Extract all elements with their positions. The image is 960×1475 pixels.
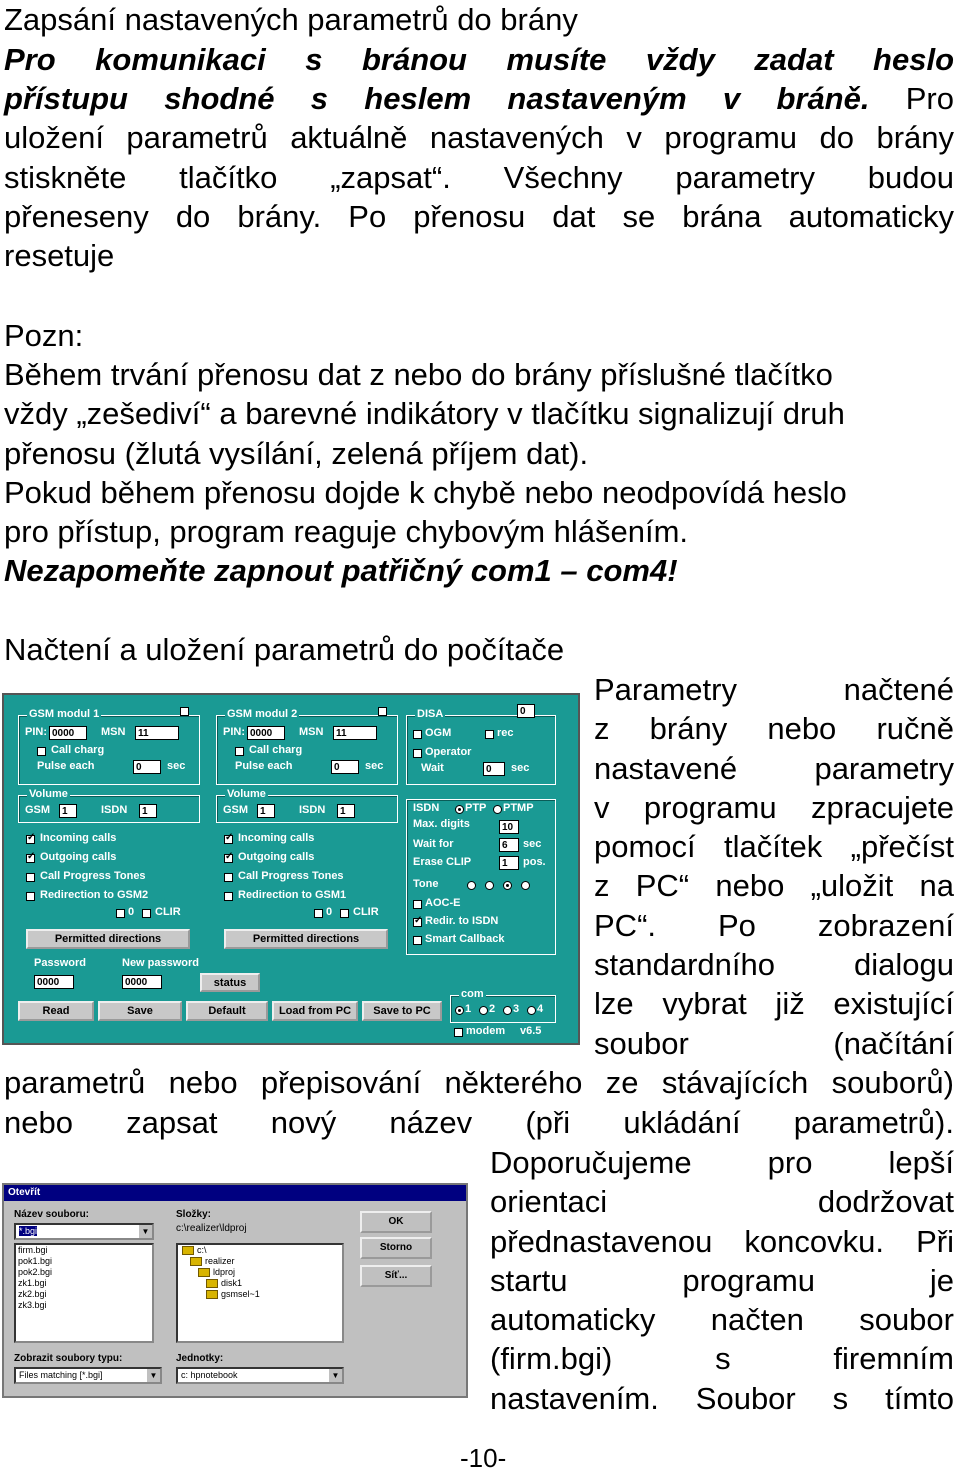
file-item[interactable]: pok1.bgi — [18, 1256, 53, 1266]
isdn-erase-unit: pos. — [523, 856, 546, 868]
para3-line: automaticky načten soubor — [490, 1302, 954, 1338]
isdn-tone-radio-1[interactable] — [467, 881, 476, 890]
gsm2-call-charg-label: Call charg — [249, 744, 303, 756]
isdn-label: ISDN — [413, 802, 440, 814]
gsm1-redirect-label: Redirection to GSM2 — [40, 889, 149, 901]
gsm2-sec-label: sec — [365, 760, 384, 772]
note-line2: vždy „zešediví“ a barevné indikátory v tlačítku signalizují druh — [4, 396, 845, 431]
heading-write-params: Zapsání nastavených parametrů do brány — [4, 2, 578, 37]
gsm2-redirect-label: Redirection to GSM1 — [238, 889, 347, 901]
disa-wait-label: Wait — [421, 762, 444, 774]
gsm1-volume-group — [18, 788, 200, 823]
gsm1-pulse-label: Pulse each — [37, 760, 95, 772]
file-type-select[interactable]: Files matching [*.bgi] ▼ — [14, 1367, 162, 1384]
disa-value-input[interactable]: 0 — [517, 704, 535, 718]
gsm1-incoming-label: Incoming calls — [40, 832, 117, 844]
section1-line2-rest: Pro — [869, 81, 954, 116]
section1-line5: přeneseny do brány. Po přenosu dat se brána automaticky — [4, 199, 954, 234]
gsm1-pin-label: PIN: — [25, 726, 47, 738]
gsm2-gsm-vol-label: GSM — [223, 804, 249, 816]
isdn-wait-input[interactable]: 6 — [499, 838, 519, 852]
section1-line4: stiskněte tlačítko „zapsat“. Všechny parametry budou — [4, 160, 954, 195]
gsm2-outgoing-checkbox[interactable] — [224, 854, 233, 863]
gsm2-clir-checkbox[interactable] — [340, 909, 349, 918]
gsm2-gsm-vol-input[interactable]: 1 — [257, 804, 275, 818]
gsm2-incoming-label: Incoming calls — [238, 832, 315, 844]
com1-radio[interactable] — [455, 1006, 464, 1015]
gsm2-group — [216, 708, 398, 785]
file-item[interactable]: zk3.bgi — [18, 1300, 47, 1310]
para2-line: pomocí tlačítek „přečíst — [594, 829, 954, 865]
section1-line6: resetuje — [4, 238, 115, 273]
isdn-tone-label: Tone — [413, 878, 439, 890]
isdn-redir-checkbox[interactable] — [413, 918, 422, 927]
open-file-dialog — [2, 1183, 468, 1398]
isdn-ptp-radio[interactable] — [455, 805, 464, 814]
gsm2-volume-group — [216, 788, 398, 823]
folder-label: ldproj — [213, 1267, 236, 1277]
isdn-smart-label: Smart Callback — [425, 933, 505, 945]
gsm1-group — [18, 708, 200, 785]
gsm2-progress-checkbox[interactable] — [224, 873, 233, 882]
ok-button[interactable]: OK — [360, 1211, 432, 1233]
gsm2-msn-label: MSN — [299, 726, 324, 738]
gsm1-pulse-input[interactable]: 0 — [133, 760, 161, 774]
gsm1-incoming-checkbox[interactable] — [26, 835, 35, 844]
note-line3: přenosu (žlutá vysílání, zelená příjem dat). — [4, 436, 589, 471]
gsm2-isdn-vol-label: ISDN — [299, 804, 326, 816]
page-number: -10- — [460, 1443, 507, 1473]
file-item[interactable]: pok2.bgi — [18, 1267, 53, 1277]
isdn-tone-radio-3[interactable] — [503, 881, 512, 890]
read-button[interactable]: Read — [18, 1001, 94, 1021]
folder-tree[interactable] — [176, 1243, 344, 1343]
com3-label: 3 — [513, 1003, 520, 1015]
gsm2-title: GSM modul 2 — [227, 708, 298, 720]
isdn-smart-checkbox[interactable] — [413, 936, 422, 945]
folder-item[interactable] — [178, 1256, 342, 1267]
note-line4: Pokud během přenosu dojde k chybě nebo neodpovídá heslo — [4, 475, 847, 510]
gateway-config-screenshot — [2, 693, 580, 1045]
isdn-aoc-checkbox[interactable] — [413, 900, 422, 909]
gsm1-clir-label: CLIR — [155, 906, 181, 918]
file-item[interactable]: zk2.bgi — [18, 1289, 47, 1299]
gsm1-call-charg-label: Call charg — [51, 744, 105, 756]
gsm1-outgoing-label: Outgoing calls — [40, 851, 117, 863]
gsm2-outgoing-label: Outgoing calls — [238, 851, 315, 863]
file-item[interactable]: zk1.bgi — [18, 1278, 47, 1288]
com-title: com — [461, 988, 484, 1000]
isdn-ptp-label: PTP — [465, 802, 487, 814]
filename-label: Název souboru: — [14, 1209, 90, 1220]
para2-line: v programu zpracujete — [594, 789, 954, 825]
gsm2-pulse-label: Pulse each — [235, 760, 293, 772]
disa-wait-input[interactable]: 0 — [483, 762, 505, 776]
gsm1-isdn-vol-label: ISDN — [101, 804, 128, 816]
com1-label: 1 — [465, 1003, 472, 1015]
isdn-wait-for-label: Wait for — [413, 838, 454, 850]
para2-line: z brány nebo ručně — [594, 711, 954, 747]
file-type-label: Zobrazit soubory typu: — [14, 1353, 123, 1364]
para3-line: (firm.bgi) s firemním — [490, 1341, 954, 1377]
save-button[interactable]: Save — [98, 1001, 182, 1021]
folder-label: gsmsel~1 — [221, 1289, 260, 1299]
folder-item[interactable] — [178, 1245, 342, 1256]
disa-ogm-checkbox[interactable] — [413, 730, 422, 739]
folder-path: c:\realizer\ldproj — [176, 1223, 247, 1234]
modem-checkbox[interactable] — [454, 1028, 463, 1037]
status-button[interactable]: status — [200, 973, 260, 992]
folder-label: c:\ — [197, 1245, 207, 1255]
gsm2-isdn-vol-input[interactable]: 1 — [337, 804, 355, 818]
com3-radio[interactable] — [503, 1006, 512, 1015]
isdn-ptmp-radio[interactable] — [493, 805, 502, 814]
para3-line: startu programu je — [490, 1262, 954, 1298]
gsm2-pin-input[interactable]: 0000 — [247, 726, 285, 740]
para3-line: Doporučujeme pro lepší — [490, 1145, 954, 1180]
disa-sec-label: sec — [511, 762, 530, 774]
gsm2-clir-n-checkbox[interactable] — [314, 909, 323, 918]
folders-label: Složky: — [176, 1209, 212, 1220]
gsm2-call-charg-checkbox[interactable] — [235, 747, 244, 756]
disa-ogm-label: OGM — [425, 727, 452, 739]
disa-group — [406, 706, 556, 785]
filename-value: *.bgi — [19, 1226, 38, 1236]
gsm2-pin-label: PIN: — [223, 726, 245, 738]
gsm1-clir-n-checkbox[interactable] — [116, 909, 125, 918]
note-line5: pro přístup, program reaguje chybovým hlášením. — [4, 514, 689, 549]
gsm2-progress-label: Call Progress Tones — [238, 870, 344, 882]
folder-icon — [182, 1246, 194, 1255]
para2-line: standardního dialogu — [594, 947, 954, 983]
dialog-titlebar: Otevřít — [4, 1185, 466, 1201]
note-line1: Během trvání přenosu dat z nebo do brány příslušné tlačítko — [4, 357, 833, 392]
gsm1-permitted-button[interactable]: Permitted directions — [26, 929, 190, 949]
new-password-input[interactable]: 0000 — [122, 975, 162, 989]
password-label: Password — [34, 957, 86, 969]
gsm1-call-charg-checkbox[interactable] — [37, 747, 46, 756]
para2-full2: nebo zapsat nový název (při ukládání parametrů). — [4, 1105, 954, 1140]
gsm1-msn-label: MSN — [101, 726, 126, 738]
para2-column — [594, 670, 954, 1063]
para2-line: Parametry načtené — [594, 672, 954, 707]
section1-line2 — [4, 79, 954, 118]
filename-input[interactable] — [14, 1223, 154, 1240]
isdn-ptmp-label: PTMP — [503, 802, 534, 814]
para2-line: lze vybrat již existující — [594, 986, 954, 1022]
cancel-button[interactable]: Storno — [360, 1237, 432, 1259]
gsm1-isdn-vol-input[interactable]: 1 — [139, 804, 157, 818]
disa-title: DISA — [417, 708, 444, 720]
drives-label: Jednotky: — [176, 1353, 224, 1364]
load-from-pc-button[interactable]: Load from PC — [272, 1001, 358, 1021]
para2-full1: parametrů nebo přepisování některého ze stávajících souborů) — [4, 1065, 954, 1100]
gsm1-pin-input[interactable]: 0000 — [49, 726, 87, 740]
para3-line: přednastavenou koncovku. Při — [490, 1223, 954, 1259]
isdn-max-digits-input[interactable]: 10 — [499, 820, 519, 834]
file-list[interactable] — [14, 1243, 154, 1343]
gsm2-pulse-input[interactable]: 0 — [331, 760, 359, 774]
isdn-tone-radio-4[interactable] — [521, 881, 530, 890]
isdn-redir-label: Redir. to ISDN — [425, 915, 499, 927]
gsm2-enable-checkbox[interactable] — [378, 707, 387, 716]
disa-operator-label: Operator — [425, 746, 472, 758]
gsm1-progress-label: Call Progress Tones — [40, 870, 146, 882]
para2-line: soubor (načítání — [594, 1025, 954, 1061]
gsm2-redirect-checkbox[interactable] — [224, 892, 233, 901]
folder-icon — [206, 1290, 218, 1299]
folder-icon — [190, 1257, 202, 1266]
gsm2-msn-input[interactable]: 11 — [333, 726, 377, 740]
com4-radio[interactable] — [527, 1006, 536, 1015]
com-group — [450, 988, 556, 1023]
default-button[interactable]: Default — [186, 1001, 268, 1021]
gsm1-title: GSM modul 1 — [29, 708, 100, 720]
gsm2-permitted-button[interactable]: Permitted directions — [224, 929, 388, 949]
com2-label: 2 — [489, 1003, 496, 1015]
gsm1-enable-checkbox[interactable] — [180, 707, 189, 716]
isdn-wait-unit: sec — [523, 838, 542, 850]
gsm1-progress-checkbox[interactable] — [26, 873, 35, 882]
para2-line: nastavené parametry — [594, 750, 954, 786]
modem-label: modem — [466, 1025, 506, 1037]
com2-radio[interactable] — [479, 1006, 488, 1015]
network-button[interactable]: Síť... — [360, 1265, 432, 1287]
folder-item[interactable] — [178, 1278, 342, 1289]
gsm2-volume-title: Volume — [227, 788, 266, 800]
file-item[interactable]: firm.bgi — [18, 1245, 48, 1255]
gsm2-clir-n-label: 0 — [326, 906, 333, 918]
disa-operator-checkbox[interactable] — [413, 749, 422, 758]
isdn-group — [406, 799, 556, 955]
gsm1-gsm-vol-input[interactable]: 1 — [59, 804, 77, 818]
section1-line1: Pro komunikaci s bránou musíte vždy zadat heslo — [4, 42, 954, 77]
section1-line2-bold: přístupu shodné s heslem nastaveným v bráně. — [4, 81, 870, 116]
version-label: v6.5 — [520, 1025, 542, 1037]
folder-label: disk1 — [221, 1278, 243, 1288]
isdn-erase-input[interactable]: 1 — [499, 856, 519, 870]
gsm1-volume-title: Volume — [29, 788, 68, 800]
note-label: Pozn: — [4, 318, 84, 353]
gsm1-sec-label: sec — [167, 760, 186, 772]
gsm1-clir-checkbox[interactable] — [142, 909, 151, 918]
gsm1-msn-input[interactable]: 11 — [135, 726, 179, 740]
folder-item[interactable] — [178, 1267, 342, 1278]
note-line6: Nezapomeňte zapnout patřičný com1 – com4! — [4, 553, 678, 588]
folder-icon — [198, 1268, 210, 1277]
gsm1-clir-n-label: 0 — [128, 906, 135, 918]
com4-label: 4 — [537, 1003, 544, 1015]
disa-rec-checkbox[interactable] — [485, 730, 494, 739]
drive-select[interactable]: c: hpnotebook ▼ — [176, 1367, 344, 1384]
para3-line: orientaci dodržovat — [490, 1184, 954, 1220]
para2-line: z PC“ nebo „uložit na — [594, 868, 954, 904]
gsm2-incoming-checkbox[interactable] — [224, 835, 233, 844]
new-password-label: New password — [122, 957, 200, 969]
gsm1-gsm-vol-label: GSM — [25, 804, 51, 816]
folder-label: realizer — [205, 1256, 235, 1266]
gsm2-clir-label: CLIR — [353, 906, 379, 918]
para2-line: PC“. Po zobrazení — [594, 907, 954, 943]
para3-column — [490, 1143, 954, 1418]
isdn-erase-clip-label: Erase CLIP — [413, 856, 472, 868]
password-input[interactable]: 0000 — [34, 975, 74, 989]
para3-line: nastavením. Soubor s tímto — [490, 1380, 954, 1416]
heading-load-save: Načtení a uložení parametrů do počítače — [4, 632, 565, 667]
save-to-pc-button[interactable]: Save to PC — [362, 1001, 442, 1021]
gsm1-redirect-checkbox[interactable] — [26, 892, 35, 901]
gsm1-outgoing-checkbox[interactable] — [26, 854, 35, 863]
folder-item[interactable] — [178, 1289, 342, 1300]
folder-icon — [206, 1279, 218, 1288]
isdn-max-digits-label: Max. digits — [413, 818, 470, 830]
isdn-aoc-label: AOC-E — [425, 897, 461, 909]
disa-rec-label: rec — [497, 727, 514, 739]
isdn-tone-radio-2[interactable] — [485, 881, 494, 890]
section1-line3: uložení parametrů aktuálně nastavených v programu do brány — [4, 120, 954, 155]
